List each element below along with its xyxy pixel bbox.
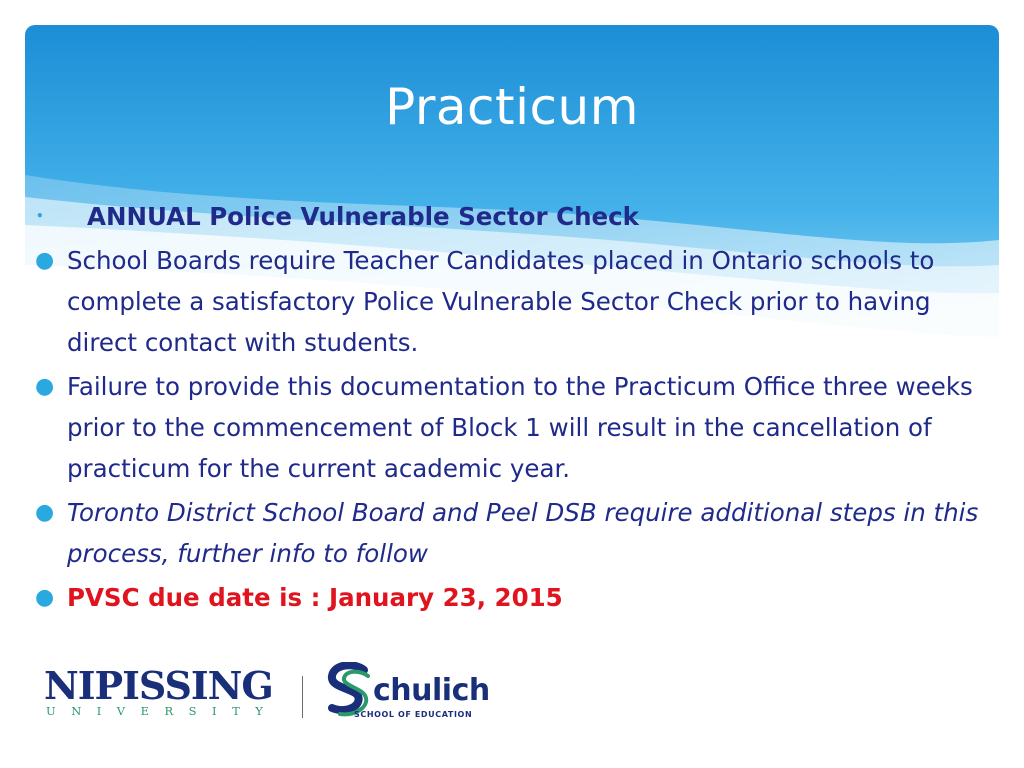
footer-logos <box>40 660 500 722</box>
bullet-item-board-note <box>30 492 990 574</box>
bullet-dot-icon: ● <box>35 248 55 273</box>
bullet-dot-icon: ● <box>35 585 55 610</box>
bullet-text: Failure to provide this documentation to the Practicum Office three weeks prior to the commencement of Block 1 will result in the cancellation of practicum for the current academic year. <box>67 372 973 483</box>
bullet-list <box>30 196 990 618</box>
bullet-text: Toronto District School Board and Peel DSB require additional steps in this process, further info to follow <box>67 498 979 568</box>
bullet-item-failure-notice <box>30 366 990 489</box>
bullet-dot-icon: • <box>36 209 44 223</box>
bullet-dot-icon: ● <box>35 374 55 399</box>
bullet-text: PVSC due date is : January 23, 2015 <box>67 583 563 612</box>
slide-title: Practicum <box>385 78 639 136</box>
nipissing-logo-wordmark: NIPISSING <box>44 663 273 708</box>
bullet-item-due-date <box>30 577 990 618</box>
nipissing-logo-subtitle: UNIVERSITY <box>46 704 279 718</box>
bullet-text: ANNUAL Police Vulnerable Sector Check <box>87 202 639 231</box>
bullet-item-requirement <box>30 240 990 363</box>
bullet-item-heading <box>30 196 990 237</box>
bullet-text: School Boards require Teacher Candidates placed in Ontario schools to complete a satisfactory Police Vulnerable Sector Check prior to having direct contact with students. <box>67 246 935 357</box>
bullet-dot-icon: ● <box>35 500 55 525</box>
logo-divider <box>302 676 303 718</box>
schulich-logo-wordmark: chulich <box>373 673 490 708</box>
schulich-logo-subtitle: SCHOOL OF EDUCATION <box>354 710 473 719</box>
